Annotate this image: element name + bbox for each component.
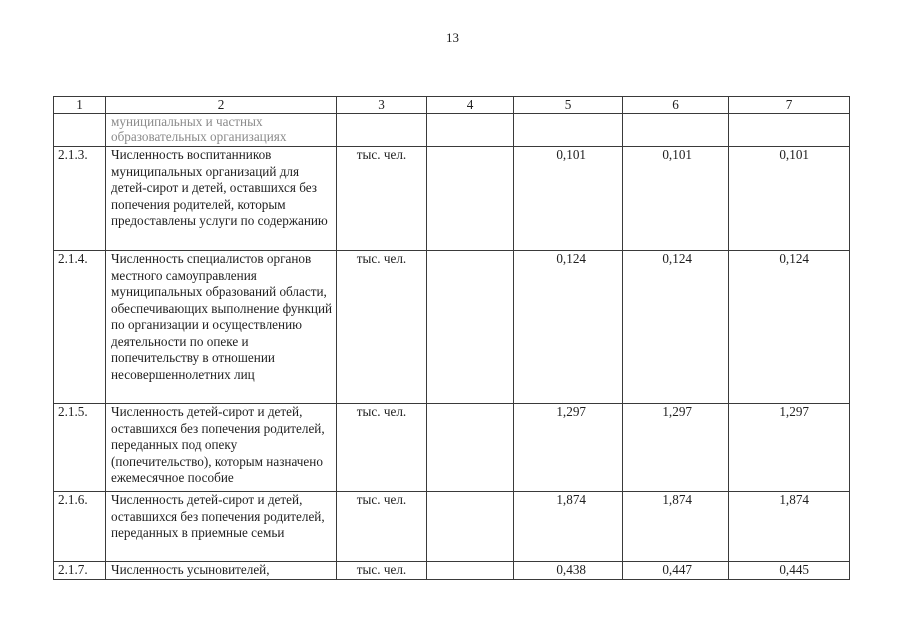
row-col6-cell [623,114,729,147]
row-col7-cell: 1,874 [729,492,850,562]
header-cell-4: 4 [427,97,514,114]
row-num-cell [54,114,106,147]
table-row [54,147,850,251]
table-row [54,492,850,562]
header-cell-6: 6 [623,97,729,114]
page-number: 13 [446,30,459,45]
row-col7-cell: 1,297 [729,404,850,492]
table-row [54,251,850,404]
row-col5-cell: 0,101 [514,147,623,251]
row-name-cell: Численность детей-сирот и детей, оставшихся без попечения родителей, переданных в приемные семьи [106,492,337,562]
row-col5-cell: 1,874 [514,492,623,562]
row-unit-cell: тыс. чел. [337,147,427,251]
row-unit-cell: тыс. чел. [337,404,427,492]
row-name-cell: муниципальных и частных образовательных организациях [106,114,337,147]
row-col4-cell [427,114,514,147]
row-col4-cell [427,404,514,492]
row-unit-cell [337,114,427,147]
row-name-cell: Численность детей-сирот и детей, оставшихся без попечения родителей, переданных под опеку (попечительство), которым назначено ежемесячное пособие [106,404,337,492]
row-col6-cell: 0,124 [623,251,729,404]
row-col4-cell [427,147,514,251]
row-col4-cell [427,562,514,580]
indicators-table [53,96,850,580]
header-cell-2: 2 [106,97,337,114]
header-cell-1: 1 [54,97,106,114]
row-col6-cell: 0,447 [623,562,729,580]
row-unit-cell: тыс. чел. [337,562,427,580]
row-num-cell: 2.1.7. [54,562,106,580]
row-num-cell: 2.1.4. [54,251,106,404]
row-name-cell: Численность воспитанников муниципальных организаций для детей-сирот и детей, оставшихся без попечения родителей, которым предоставлены услуги по содержанию [106,147,337,251]
row-col6-cell: 1,297 [623,404,729,492]
row-col7-cell [729,114,850,147]
row-col4-cell [427,251,514,404]
row-name-cell: Численность усыновителей, [106,562,337,580]
row-col5-cell: 0,438 [514,562,623,580]
row-num-cell: 2.1.3. [54,147,106,251]
row-col5-cell [514,114,623,147]
row-num-cell: 2.1.6. [54,492,106,562]
table-row [54,404,850,492]
row-unit-cell: тыс. чел. [337,251,427,404]
table-row-continuation [54,114,850,147]
row-col6-cell: 1,874 [623,492,729,562]
table-row [54,562,850,580]
header-cell-5: 5 [514,97,623,114]
row-num-cell: 2.1.5. [54,404,106,492]
row-name-cell: Численность специалистов органов местного самоуправления муниципальных образований области, обеспечивающих выполнение функций по организации и осуществлению деятельности по опеке и попечительству в отношении несовершеннолетних лиц [106,251,337,404]
row-col4-cell [427,492,514,562]
row-col7-cell: 0,445 [729,562,850,580]
header-cell-7: 7 [729,97,850,114]
row-col6-cell: 0,101 [623,147,729,251]
row-col7-cell: 0,124 [729,251,850,404]
row-unit-cell: тыс. чел. [337,492,427,562]
header-cell-3: 3 [337,97,427,114]
row-col5-cell: 0,124 [514,251,623,404]
row-col7-cell: 0,101 [729,147,850,251]
table-header-row [54,97,850,114]
row-col5-cell: 1,297 [514,404,623,492]
